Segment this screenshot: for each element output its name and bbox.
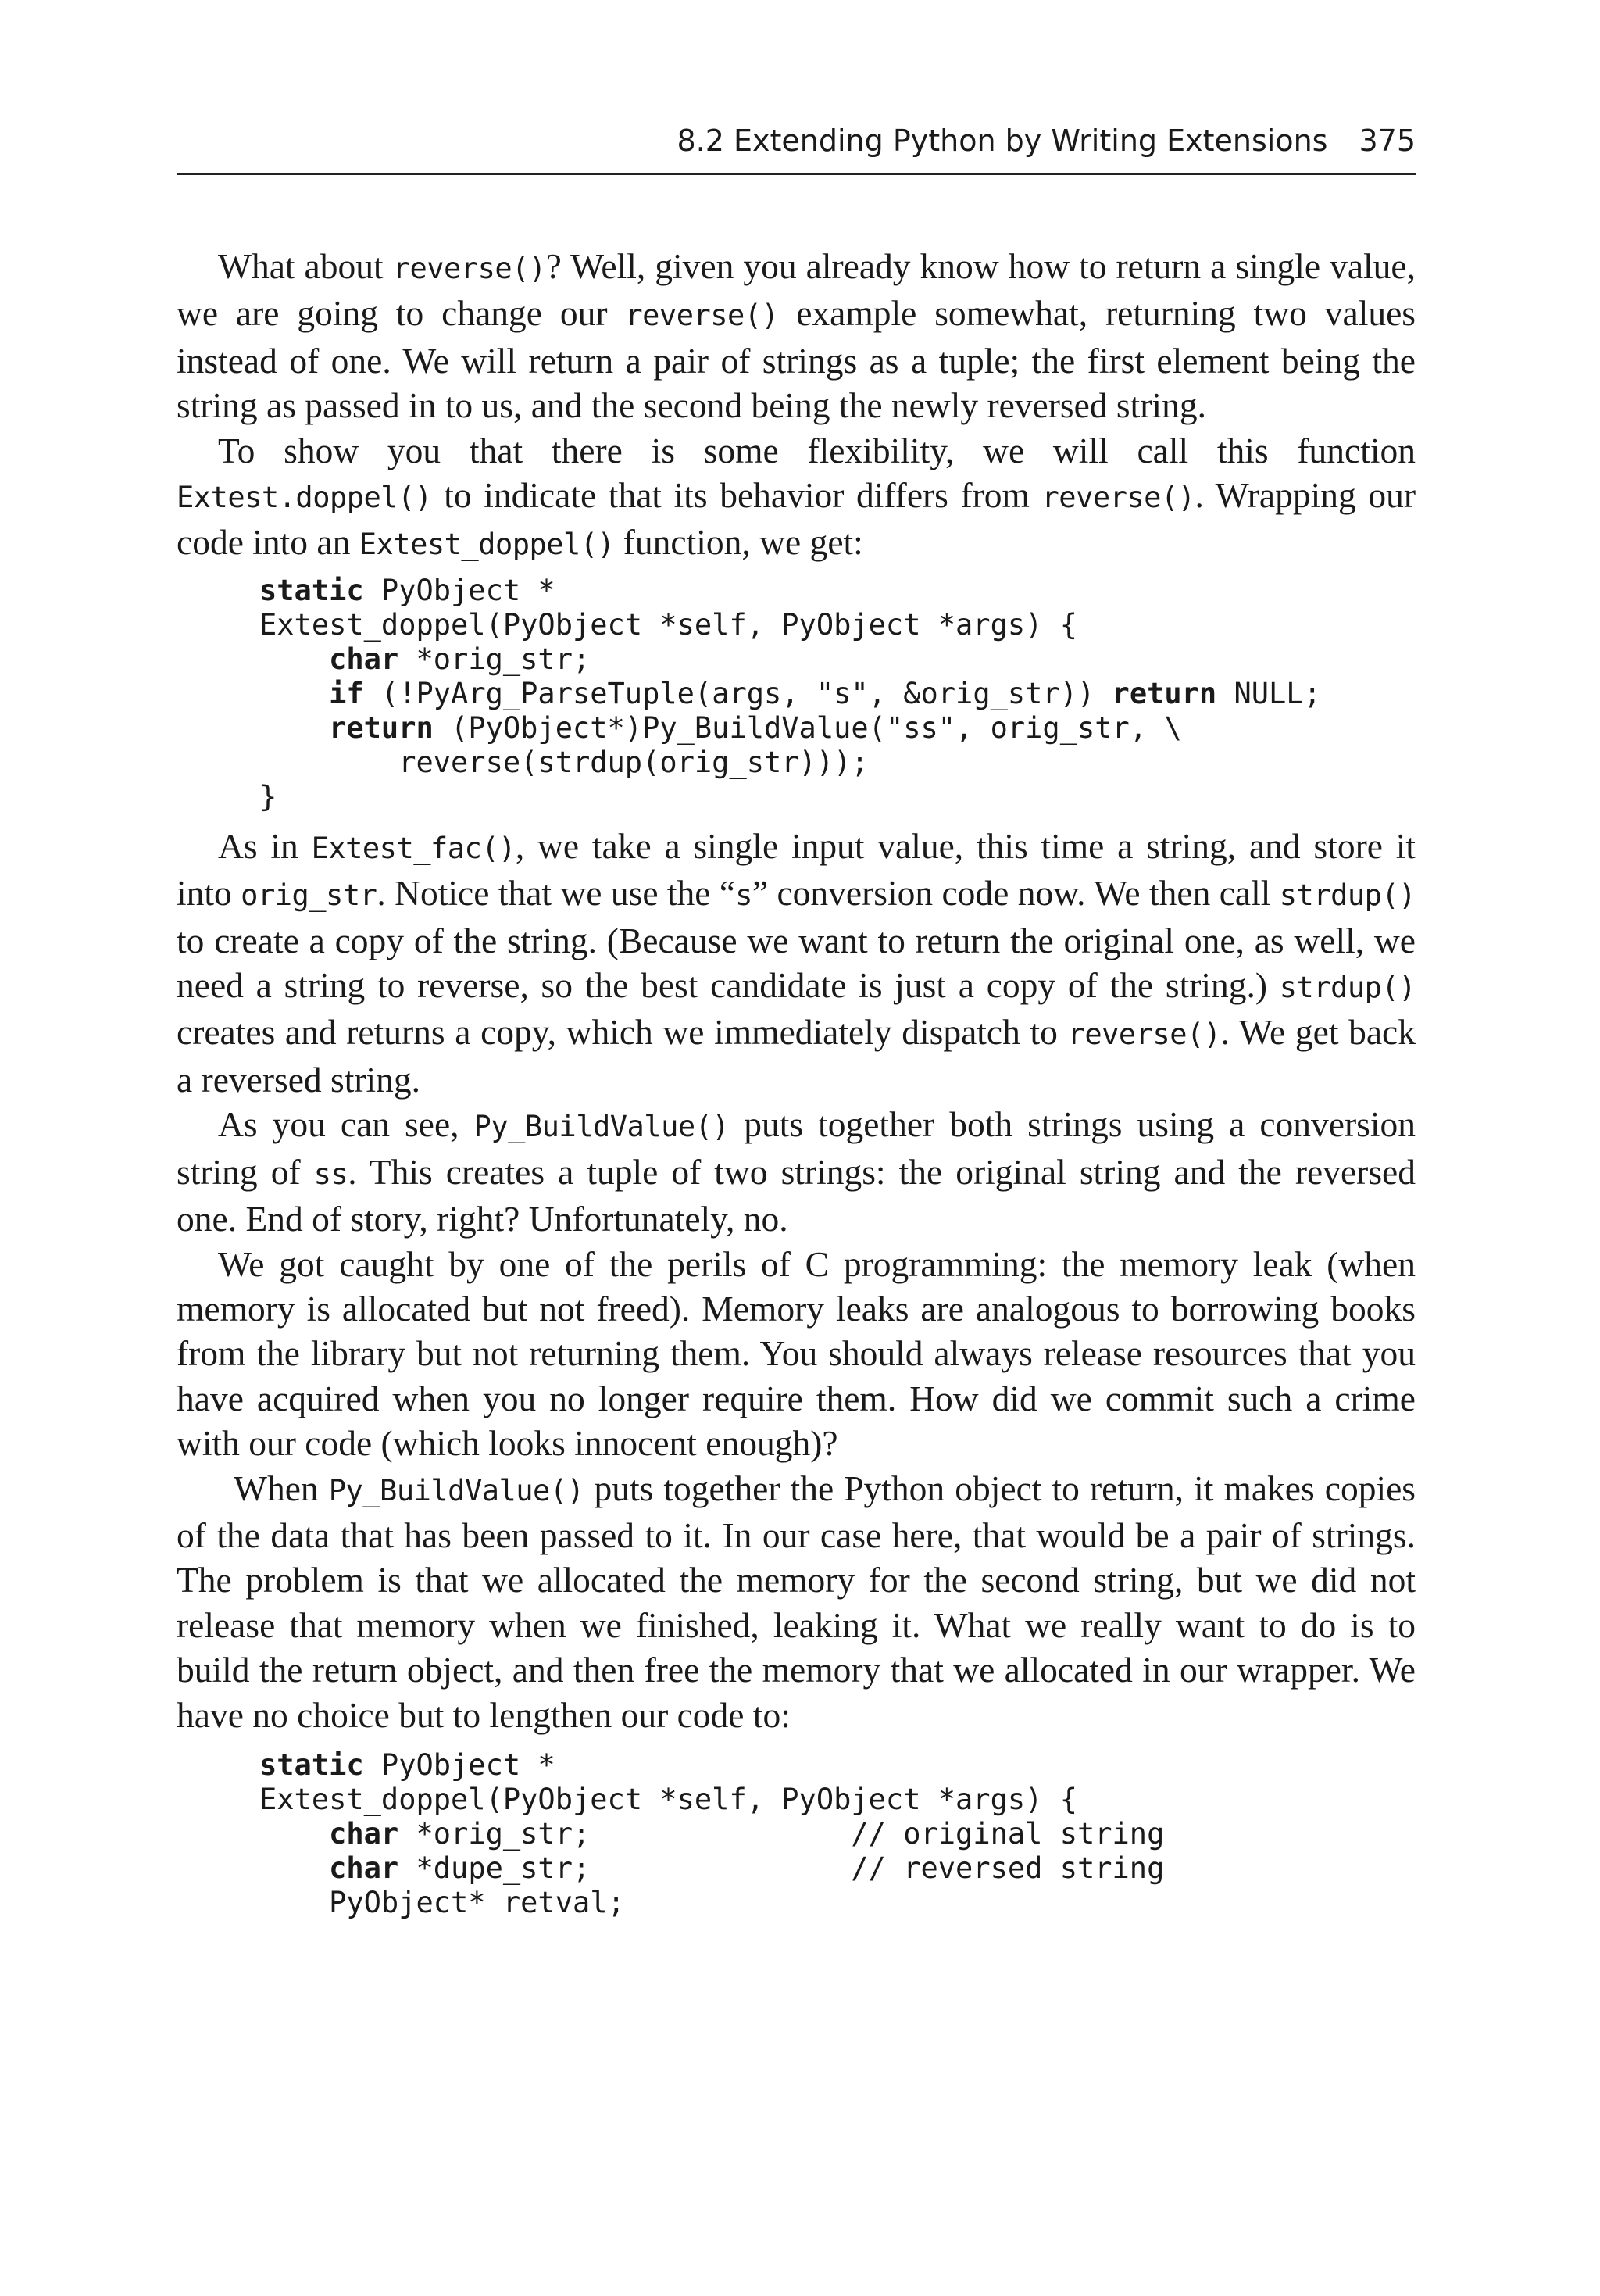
paragraph-copies: When Py_BuildValue() puts together the Python object to return, it makes copies of the data that has been passed to it. In our case here, that would be a pair of strings. The problem is that we allocated the memory for the second string, but we did not release that memory when we finished, leaking it. What we really want to do is to build the return object, and then free the memory that we allocated in our wrapper. We have no choice but to lengthen our code to:	[177, 1468, 1416, 1735]
inline-code: reverse()	[625, 299, 779, 333]
paragraph-buildvalue: As you can see, Py_BuildValue() puts together both strings using a conversion string of ss. This creates a tuple of two strings: the original string and the reversed one. End of story, right? Unfortunately, no.	[177, 1104, 1416, 1239]
inline-code: Extest_doppel()	[359, 528, 615, 562]
inline-code: reverse()	[392, 252, 546, 285]
paragraph-reverse-intro: What about reverse()? Well, given you already know how to return a single value, we are going to change our reverse() example somewhat, returning two values instead of one. We will return a pair of strings as a tuple; the first element being the string as passed in to us, and the second being the newly reversed string.	[177, 246, 1416, 426]
inline-code: Extest.doppel()	[177, 481, 432, 515]
code-block-doppel-fixed: static PyObject * Extest_doppel(PyObject *self, PyObject *args) { char *orig_str; // original string char *dupe_str; // reversed string PyObject* retval;	[259, 1747, 1165, 1919]
paragraph-strdup: As in Extest_fac(), we take a single input value, this time a string, and store it into orig_str. Notice that we use the “s” conversion code now. We then call strdup() to create a copy of the string. (Because we want to return the original one, as well, we need a string to reverse, so the best candidate is just a copy of the string.) strdup() creates and returns a copy, which we immediately dispatch to reverse(). We get back a reversed string.	[177, 825, 1416, 1100]
inline-code: s	[735, 878, 752, 913]
section-title: 8.2 Extending Python by Writing Extensions	[677, 123, 1328, 158]
paragraph-memory-leak: We got caught by one of the perils of C programming: the memory leak (when memory is allocated but not freed). Memory leaks are analogous to borrowing books from the library but not returning them. You should always release resources that you have acquired when you no longer require them. How did we commit such a crime with our code (which looks innocent enough)?	[177, 1243, 1416, 1464]
inline-code: strdup()	[1279, 971, 1416, 1005]
paragraph-doppel-intro: To show you that there is some flexibility, we will call this function Extest.doppel() to indicate that its behavior differs from reverse(). Wrapping our code into an Extest_doppel() function, we get:	[177, 430, 1416, 563]
body-text	[177, 244, 1416, 1929]
inline-code: Extest_fac()	[311, 831, 516, 865]
inline-code: ss	[313, 1157, 348, 1191]
inline-code: reverse()	[1041, 481, 1195, 515]
inline-code: reverse()	[1067, 1017, 1221, 1052]
code-block-doppel: static PyObject * Extest_doppel(PyObject *self, PyObject *args) { char *orig_str; if (!PyArg_ParseTuple(args, "s", &orig_str)) return NULL; return (PyObject*)Py_BuildValue("ss", orig_str, \ reverse(strdup(orig_str))); }	[259, 573, 1321, 814]
inline-code: Py_BuildValue()	[473, 1110, 730, 1144]
inline-code: orig_str	[241, 878, 377, 913]
inline-code: Py_BuildValue()	[328, 1473, 584, 1507]
page-number: 375	[1359, 123, 1416, 158]
inline-code: strdup()	[1279, 878, 1416, 913]
running-head	[177, 125, 1416, 175]
